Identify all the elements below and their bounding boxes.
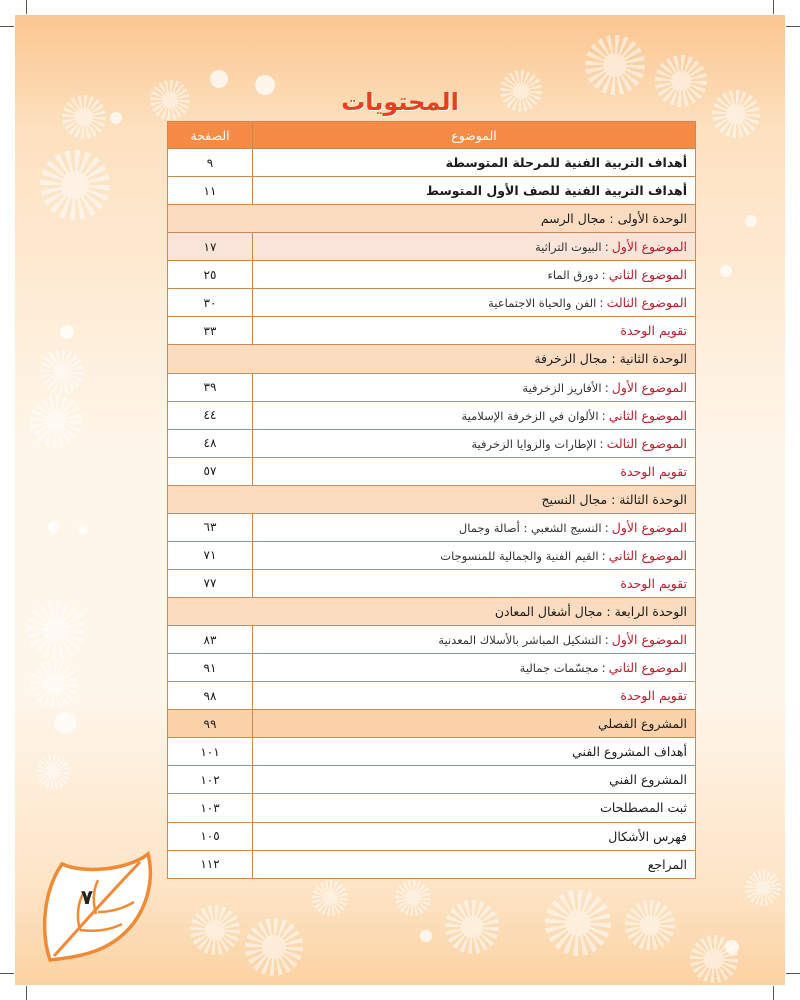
topic-title: البيوت التراثية bbox=[534, 240, 602, 255]
page-cell: ٣٠ bbox=[168, 289, 253, 317]
topic-cell bbox=[253, 626, 696, 654]
appendix-row bbox=[168, 738, 696, 766]
page-cell: ٨٣ bbox=[168, 626, 253, 654]
topic-cell: أهداف المشروع الفني bbox=[253, 738, 696, 766]
page-number: ٧ bbox=[80, 885, 94, 909]
topic-label: الموضوع الثاني bbox=[608, 660, 687, 676]
evaluation-label: تقويم الوحدة bbox=[620, 463, 687, 479]
unit-title: الوحدة الرابعة : مجال أشغال المعادن bbox=[168, 598, 696, 626]
topic-row bbox=[168, 513, 696, 541]
separator: : bbox=[604, 239, 609, 255]
separator: : bbox=[601, 660, 606, 676]
topic-title: القيم الفنية والجمالية للمنسوجات bbox=[440, 548, 599, 563]
topic-label: الموضوع الأول bbox=[611, 519, 687, 535]
evaluation-cell bbox=[253, 457, 696, 485]
unit-row bbox=[168, 205, 696, 233]
topic-cell bbox=[253, 401, 696, 429]
separator: : bbox=[604, 379, 609, 395]
topic-title: الأفاريز الزخرفية bbox=[522, 380, 602, 395]
page-cell: ١٠٥ bbox=[168, 822, 253, 850]
evaluation-cell bbox=[253, 317, 696, 345]
unit-row bbox=[168, 485, 696, 513]
separator: : bbox=[604, 632, 609, 648]
unit-evaluation-row bbox=[168, 569, 696, 597]
appendix-row bbox=[168, 794, 696, 822]
topic-cell: المراجع bbox=[253, 850, 696, 878]
page-cell: ٥٧ bbox=[168, 457, 253, 485]
topic-title: النسيج الشعبي : أصالة وجمال bbox=[458, 520, 602, 535]
unit-row bbox=[168, 598, 696, 626]
topic-cell bbox=[253, 513, 696, 541]
page-cell: ٩٩ bbox=[168, 710, 253, 738]
topic-cell bbox=[253, 429, 696, 457]
topic-row bbox=[168, 373, 696, 401]
topic-label: الموضوع الثاني bbox=[608, 407, 687, 423]
appendix-row bbox=[168, 766, 696, 794]
page-column-header: الصفحة bbox=[168, 122, 253, 149]
topic-cell: أهداف التربية الفنية للمرحلة المتوسطة bbox=[253, 149, 696, 177]
table-header-row bbox=[168, 122, 696, 149]
crop-mark bbox=[26, 0, 27, 14]
topic-cell: ثبت المصطلحات bbox=[253, 794, 696, 822]
topic-title: الألوان في الزخرفة الإسلامية bbox=[461, 408, 599, 423]
page-cell: ٢٥ bbox=[168, 261, 253, 289]
topic-cell bbox=[253, 289, 696, 317]
topic-label: الموضوع الأول bbox=[611, 379, 687, 395]
unit-row bbox=[168, 345, 696, 373]
separator: : bbox=[601, 407, 606, 423]
unit-title: الوحدة الثانية : مجال الزخرفة bbox=[168, 345, 696, 373]
table-body bbox=[168, 149, 696, 879]
page-cell: ١٠٢ bbox=[168, 766, 253, 794]
topic-cell: المشروع الفني bbox=[253, 766, 696, 794]
topic-cell: المشروع الفصلي bbox=[253, 710, 696, 738]
unit-evaluation-row bbox=[168, 457, 696, 485]
unit-title: الوحدة الأولى : مجال الرسم bbox=[168, 205, 696, 233]
page-cell: ٤٤ bbox=[168, 401, 253, 429]
page-cell: ١٧ bbox=[168, 233, 253, 261]
topic-row bbox=[168, 626, 696, 654]
crop-mark bbox=[786, 26, 800, 27]
unit-evaluation-row bbox=[168, 682, 696, 710]
page-title: المحتويات bbox=[341, 88, 459, 116]
evaluation-cell bbox=[253, 569, 696, 597]
separator: : bbox=[599, 295, 604, 311]
page-cell: ٣٩ bbox=[168, 373, 253, 401]
topic-row bbox=[168, 261, 696, 289]
topic-title: مجسّمات جمالية bbox=[519, 661, 599, 676]
intro-row bbox=[168, 177, 696, 205]
topic-title: دورق الماء bbox=[547, 268, 599, 283]
topic-label: الموضوع الثاني bbox=[608, 547, 687, 563]
page-cell: ٩٨ bbox=[168, 682, 253, 710]
project-row bbox=[168, 710, 696, 738]
topic-row bbox=[168, 401, 696, 429]
page-cell: ٧١ bbox=[168, 541, 253, 569]
appendix-row bbox=[168, 850, 696, 878]
topic-cell: أهداف التربية الفنية للصف الأول المتوسط bbox=[253, 177, 696, 205]
page-cell: ١٠٣ bbox=[168, 794, 253, 822]
page-cell: ١٠١ bbox=[168, 738, 253, 766]
topic-cell bbox=[253, 233, 696, 261]
crop-mark bbox=[786, 973, 800, 974]
page-cell: ١١ bbox=[168, 177, 253, 205]
page-cell: ٧٧ bbox=[168, 569, 253, 597]
topic-cell: فهرس الأشكال bbox=[253, 822, 696, 850]
topic-label: الموضوع الأول bbox=[611, 632, 687, 648]
page-cell: ٩١ bbox=[168, 654, 253, 682]
topic-label: الموضوع الثالث bbox=[606, 295, 687, 311]
separator: : bbox=[599, 435, 604, 451]
topic-cell bbox=[253, 261, 696, 289]
unit-title: الوحدة الثالثة : مجال النسيج bbox=[168, 485, 696, 513]
crop-mark bbox=[773, 0, 774, 14]
topic-cell bbox=[253, 654, 696, 682]
separator: : bbox=[604, 519, 609, 535]
contents-table bbox=[167, 121, 696, 879]
topic-column-header: الموضوع bbox=[253, 122, 696, 149]
evaluation-label: تقويم الوحدة bbox=[620, 323, 687, 339]
topic-row bbox=[168, 541, 696, 569]
page-cell: ٦٣ bbox=[168, 513, 253, 541]
topic-row bbox=[168, 289, 696, 317]
crop-mark bbox=[773, 986, 774, 1000]
appendix-row bbox=[168, 822, 696, 850]
topic-label: الموضوع الثالث bbox=[606, 435, 687, 451]
topic-title: التشكيل المباشر بالأسلاك المعدنية bbox=[438, 633, 602, 648]
topic-row bbox=[168, 233, 696, 261]
topic-label: الموضوع الثاني bbox=[608, 267, 687, 283]
intro-row bbox=[168, 149, 696, 177]
separator: : bbox=[601, 547, 606, 563]
topic-title: الإطارات والزوايا الزخرفية bbox=[471, 436, 597, 451]
topic-cell bbox=[253, 373, 696, 401]
page-cell: ٩ bbox=[168, 149, 253, 177]
evaluation-label: تقويم الوحدة bbox=[620, 688, 687, 704]
topic-title: الفن والحياة الاجتماعية bbox=[488, 296, 597, 311]
page-cell: ٣٣ bbox=[168, 317, 253, 345]
evaluation-cell bbox=[253, 682, 696, 710]
page-cell: ٤٨ bbox=[168, 429, 253, 457]
evaluation-label: تقويم الوحدة bbox=[620, 575, 687, 591]
crop-mark bbox=[26, 986, 27, 1000]
crop-mark bbox=[0, 26, 14, 27]
crop-mark bbox=[0, 973, 14, 974]
separator: : bbox=[601, 267, 606, 283]
unit-evaluation-row bbox=[168, 317, 696, 345]
topic-label: الموضوع الأول bbox=[611, 239, 687, 255]
topic-cell bbox=[253, 541, 696, 569]
page-cell: ١١٢ bbox=[168, 850, 253, 878]
topic-row bbox=[168, 654, 696, 682]
topic-row bbox=[168, 429, 696, 457]
